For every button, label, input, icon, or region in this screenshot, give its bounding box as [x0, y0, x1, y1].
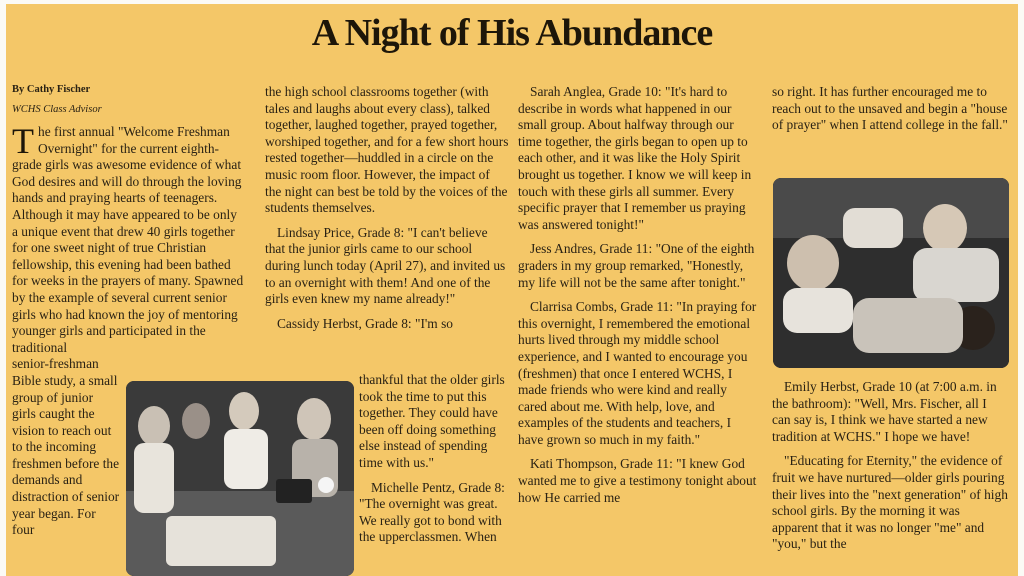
drop-cap: T: [12, 121, 34, 161]
magazine-page: [6, 4, 1018, 576]
col2-paragraph-1: the high school classrooms together (with tales and laughs about every class), talked together, laughed together, prayed together, worshiped together, and for a few short hours rested together—huddled in a circle on the music room floor. However, the impact of the night can best be told by the voices of the students themselves.: [265, 84, 509, 216]
intro-paragraph: [12, 121, 244, 356]
quote-michelle: Michelle Pentz, Grade 8: "The overnight was great. We really got to bond with the upperclassmen. When: [359, 479, 505, 545]
article-title: A Night of His Abundance: [311, 12, 713, 54]
group-photo-circle: [773, 178, 1009, 368]
column-3: [518, 84, 758, 514]
quote-kati: Kati Thompson, Grade 11: "I knew God wanted me to give a testimony tonight about how He carried me: [518, 456, 757, 505]
quote-clarrisa: Clarrisa Combs, Grade 11: "In praying for this overnight, I remembered the emotional hurts lived through my middle school experience, and I wanted to encourage you (freshmen) that once I entered WCHS, I made friends who were kind and really cared about me. With help, love, and examples of the students and teachers, I have grown so much in my faith.": [518, 299, 757, 447]
quote-jess: Jess Andres, Grade 11: "One of the eighth graders in my group remarked, "Honestly, my life will not be the same after tonight.": [518, 241, 755, 290]
col4-paragraph-1: so right. It has further encouraged me to reach out to the unsaved and begin a "house of prayer" when I attend college in the fall.": [772, 84, 1008, 133]
quote-emily: Emily Herbst, Grade 10 (at 7:00 a.m. in the bathroom): "Well, Mrs. Fischer, all I can say is, I think we have started a new tradition at WCHS." I hope we have!: [772, 379, 997, 444]
column-2: [265, 84, 509, 340]
group-photo-circle-image: [773, 178, 1009, 368]
quote-cassidy-rest: thankful that the older girls took the time to put this together. They could have been off doing something else instead of spending time with us.": [359, 372, 505, 470]
group-photo-floor: [126, 381, 354, 576]
byline-role: WCHS Class Advisor: [12, 104, 102, 115]
column-4: [772, 84, 1008, 142]
byline: By Cathy Fischer: [12, 84, 91, 95]
intro-text: he first annual "Welcome Freshman Overnight" for the current eighth-grade girls was awesome evidence of what God desires and will do through the loving hands and praying hearts of teenagers. Although it may have appeared to be only a unique event that drew 40 girls together for one sweet night of true Christian fellowship, this evening had been bathed for weeks in the prayers of many. Spawned by the example of several current senior girls who had known the joy of mentoring younger girls and participated in the traditional: [12, 124, 244, 355]
quote-sarah: Sarah Anglea, Grade 10: "It's hard to describe in words what happened in our small group. About halfway through our time together, the girls began to open up to each other, and it was like the Holy Spirit brought us together. I know we will keep in touch with these girls all summer. Every specific prayer that I remember us praying was answered tonight!": [518, 84, 752, 232]
intro-continued: senior-freshman Bible study, a small group of junior girls caught the vision to reach out to the incoming freshmen before the demands and distraction of senior year began. For four: [12, 356, 120, 538]
quote-lindsay: Lindsay Price, Grade 8: "I can't believe that the junior girls came to our school during lunch today (April 27), and invited us to an overnight with them! And one of the girls even knew my name already!": [265, 224, 506, 307]
quote-cassidy-lead: Cassidy Herbst, Grade 8: "I'm so: [277, 315, 453, 331]
column-4-lower: [772, 379, 1008, 561]
column-2-narrow: [359, 372, 509, 554]
closing-paragraph: "Educating for Eternity," the evidence of fruit we have nurtured—older girls pouring their lives into the "next generation" of high school girls. By the morning it was apparent that it was no longer "me" and "you," but the: [772, 453, 1008, 552]
group-photo-floor-image: [126, 381, 354, 576]
